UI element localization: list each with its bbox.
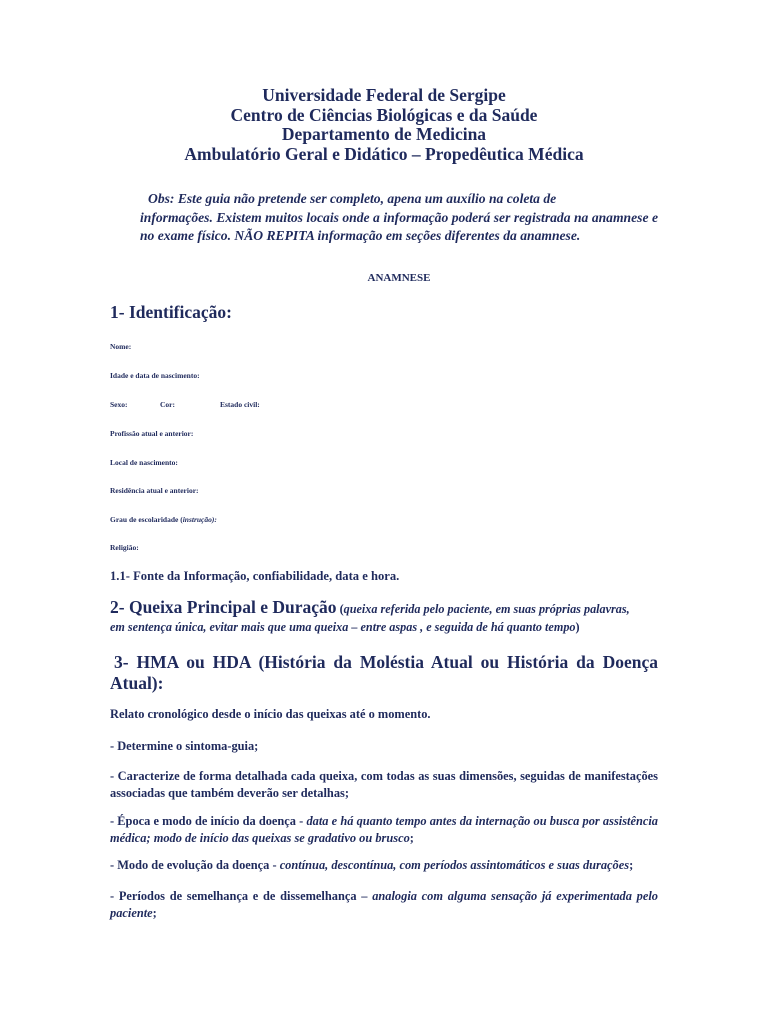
field-estado-civil: Estado civil: xyxy=(220,400,260,409)
section2-close-paren: ) xyxy=(575,620,580,634)
field-grau-label: Grau de escolaridade ( xyxy=(110,515,183,524)
anamnese-label: ANAMNESE xyxy=(367,272,431,284)
section2-note-2: em sentença única, evitar mais que uma queixa – entre aspas , e seguida de há quanto tempo xyxy=(110,620,576,634)
section3-item-3 xyxy=(110,813,658,847)
section3-title xyxy=(110,652,658,694)
section3-relato: Relato cronológico desde o início das queixas até o momento. xyxy=(110,707,431,721)
section3-title-line-2: Atual): xyxy=(110,673,164,693)
obs-line-2: informações. Existem muitos locais onde a informação poderá ser registrada na xyxy=(140,209,589,225)
section2-heading xyxy=(110,599,658,636)
header-department: Departamento de Medicina xyxy=(281,124,487,145)
section3-item-5-end: ; xyxy=(152,906,157,920)
header-center: Centro de Ciências Biológicas e da Saúde xyxy=(230,104,538,125)
header-university: Universidade Federal de Sergipe xyxy=(262,85,506,105)
field-local-nascimento: Local de nascimento: xyxy=(110,458,178,467)
obs-line-3: anamnese e no exame físico. NÃO REPITA informação em seções diferentes da xyxy=(140,209,658,244)
section3-item-5-italic-2: paciente xyxy=(110,906,153,920)
section3-item-3-end: ; xyxy=(409,831,414,845)
field-religiao: Religião: xyxy=(110,543,139,552)
section3-item-3-italic-2: assistência médica; modo de início das queixas se gradativo ou brusco xyxy=(110,814,658,845)
document-header xyxy=(0,86,768,164)
section3-item-2-line-1: - Caracterize de forma detalhada cada queixa, com todas as suas dimensões, seguidas de xyxy=(110,769,581,783)
field-grau-instrucao: instrução): xyxy=(182,515,217,524)
section3-item-5 xyxy=(110,888,658,922)
field-idade: Idade e data de nascimento: xyxy=(110,371,200,380)
section3-item-4 xyxy=(110,857,658,874)
section1-title: 1- Identificação: xyxy=(110,302,232,322)
field-profissao: Profissão atual e anterior: xyxy=(110,429,194,438)
section3-item-4-italic: contínua, descontínua, com períodos assintomáticos e suas durações xyxy=(279,858,630,872)
section3-item-5-lead: - Períodos de semelhança e de dissemelhança – xyxy=(110,889,373,903)
section3-item-2 xyxy=(110,768,658,802)
field-nome: Nome: xyxy=(110,342,132,351)
section3-item-4-lead: - Modo de evolução da doença - xyxy=(110,858,280,872)
section3-item-5-italic-1: analogia com alguma sensação já experimentada pelo xyxy=(372,889,659,903)
obs-note xyxy=(140,190,658,246)
field-sexo: Sexo: xyxy=(110,400,128,409)
section2-note-1: queixa referida pelo paciente, em suas próprias palavras, xyxy=(343,602,630,616)
section2-open-paren: ( xyxy=(336,602,344,616)
section2-title: 2- Queixa Principal e Duração xyxy=(110,597,337,617)
section3-item-1: - Determine o sintoma-guia; xyxy=(110,739,259,753)
section3-item-3-italic-1: data e há quanto tempo antes da internação ou busca por xyxy=(306,814,600,828)
obs-line-4: anamnese. xyxy=(520,228,581,244)
section3-title-line-1: 3- HMA ou HDA (História da Moléstia Atual ou História da Doença xyxy=(114,652,658,672)
section3-item-4-end: ; xyxy=(629,858,634,872)
field-grau-escolaridade xyxy=(110,515,217,524)
section3-item-3-lead: - Época e modo de início da doença - xyxy=(110,814,307,828)
section1-sub: 1.1- Fonte da Informação, confiabilidade, data e hora. xyxy=(110,569,400,583)
field-cor: Cor: xyxy=(160,400,175,409)
header-ambulatorio: Ambulatório Geral e Didático – Propedêutica Médica xyxy=(184,143,584,164)
obs-line-1: Obs: Este guia não pretende ser completo, apena um auxílio na coleta de xyxy=(148,191,557,206)
field-residencia: Residência atual e anterior: xyxy=(110,486,199,495)
section3-item-2-line-2: manifestações associadas que também deverão ser detalhas; xyxy=(110,769,658,800)
